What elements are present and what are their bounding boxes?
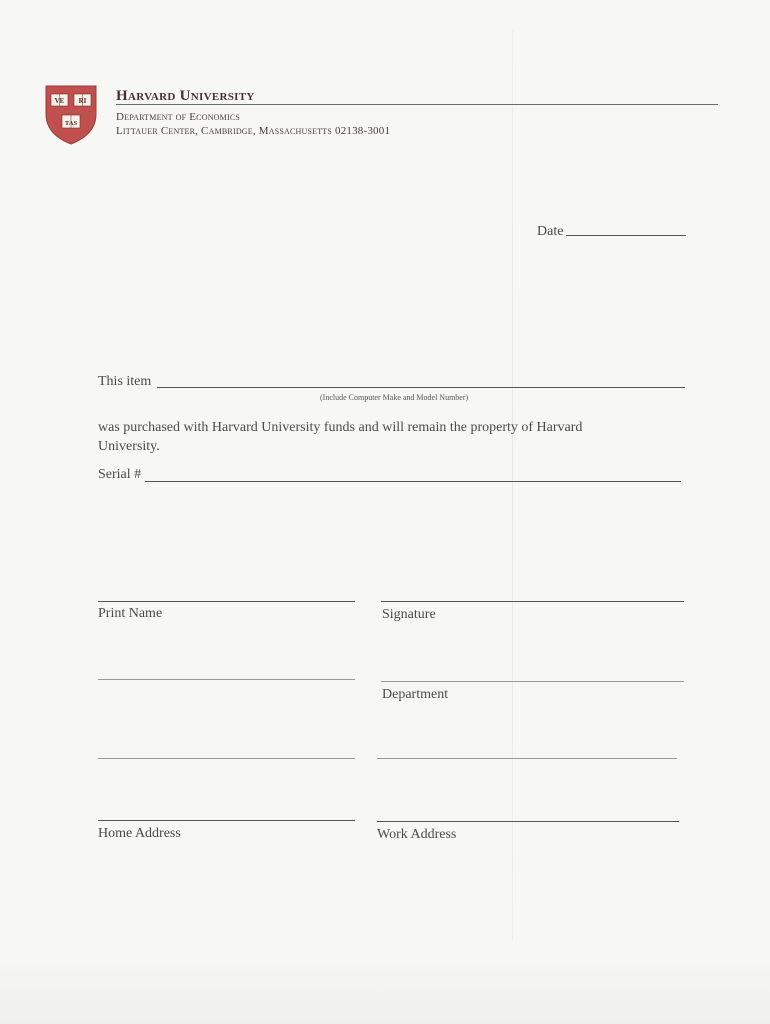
shield-text-ri: RI — [78, 97, 87, 105]
print-name-line[interactable] — [98, 601, 355, 602]
item-hint: (Include Computer Make and Model Number) — [320, 393, 469, 402]
header-rule — [116, 104, 718, 105]
department-label: Department — [382, 687, 449, 702]
page-shadow — [0, 950, 770, 1024]
blank-line-right-2[interactable] — [377, 758, 677, 759]
work-address-label: Work Address — [377, 827, 457, 842]
work-address-line[interactable] — [377, 821, 679, 822]
department-name: Department of Economics — [116, 111, 241, 123]
print-name-label: Print Name — [98, 606, 163, 621]
ownership-statement: was purchased with Harvard University funds and will remain the property of Harvard University. — [98, 420, 583, 454]
blank-line-left-2[interactable] — [98, 758, 355, 759]
harvard-shield-logo — [44, 84, 98, 146]
blank-line-left-1[interactable] — [98, 679, 355, 680]
date-label: Date — [537, 224, 564, 239]
shield-text-tas: TAS — [64, 120, 78, 127]
university-name: Harvard University — [116, 88, 255, 104]
serial-line[interactable] — [145, 481, 681, 482]
signature-label: Signature — [382, 607, 436, 622]
item-line[interactable] — [157, 387, 685, 388]
serial-label: Serial # — [98, 467, 142, 482]
signature-line[interactable] — [381, 601, 684, 602]
page-fold — [512, 30, 513, 940]
shield-text-ve: VE — [54, 97, 65, 105]
item-label: This item — [98, 374, 152, 389]
home-address-line[interactable] — [98, 820, 355, 821]
home-address-label: Home Address — [98, 826, 181, 841]
department-line[interactable] — [381, 681, 684, 682]
date-line[interactable] — [566, 235, 686, 236]
letterhead-address: Littauer Center, Cambridge, Massachusetts 02138-3001 — [116, 125, 391, 137]
